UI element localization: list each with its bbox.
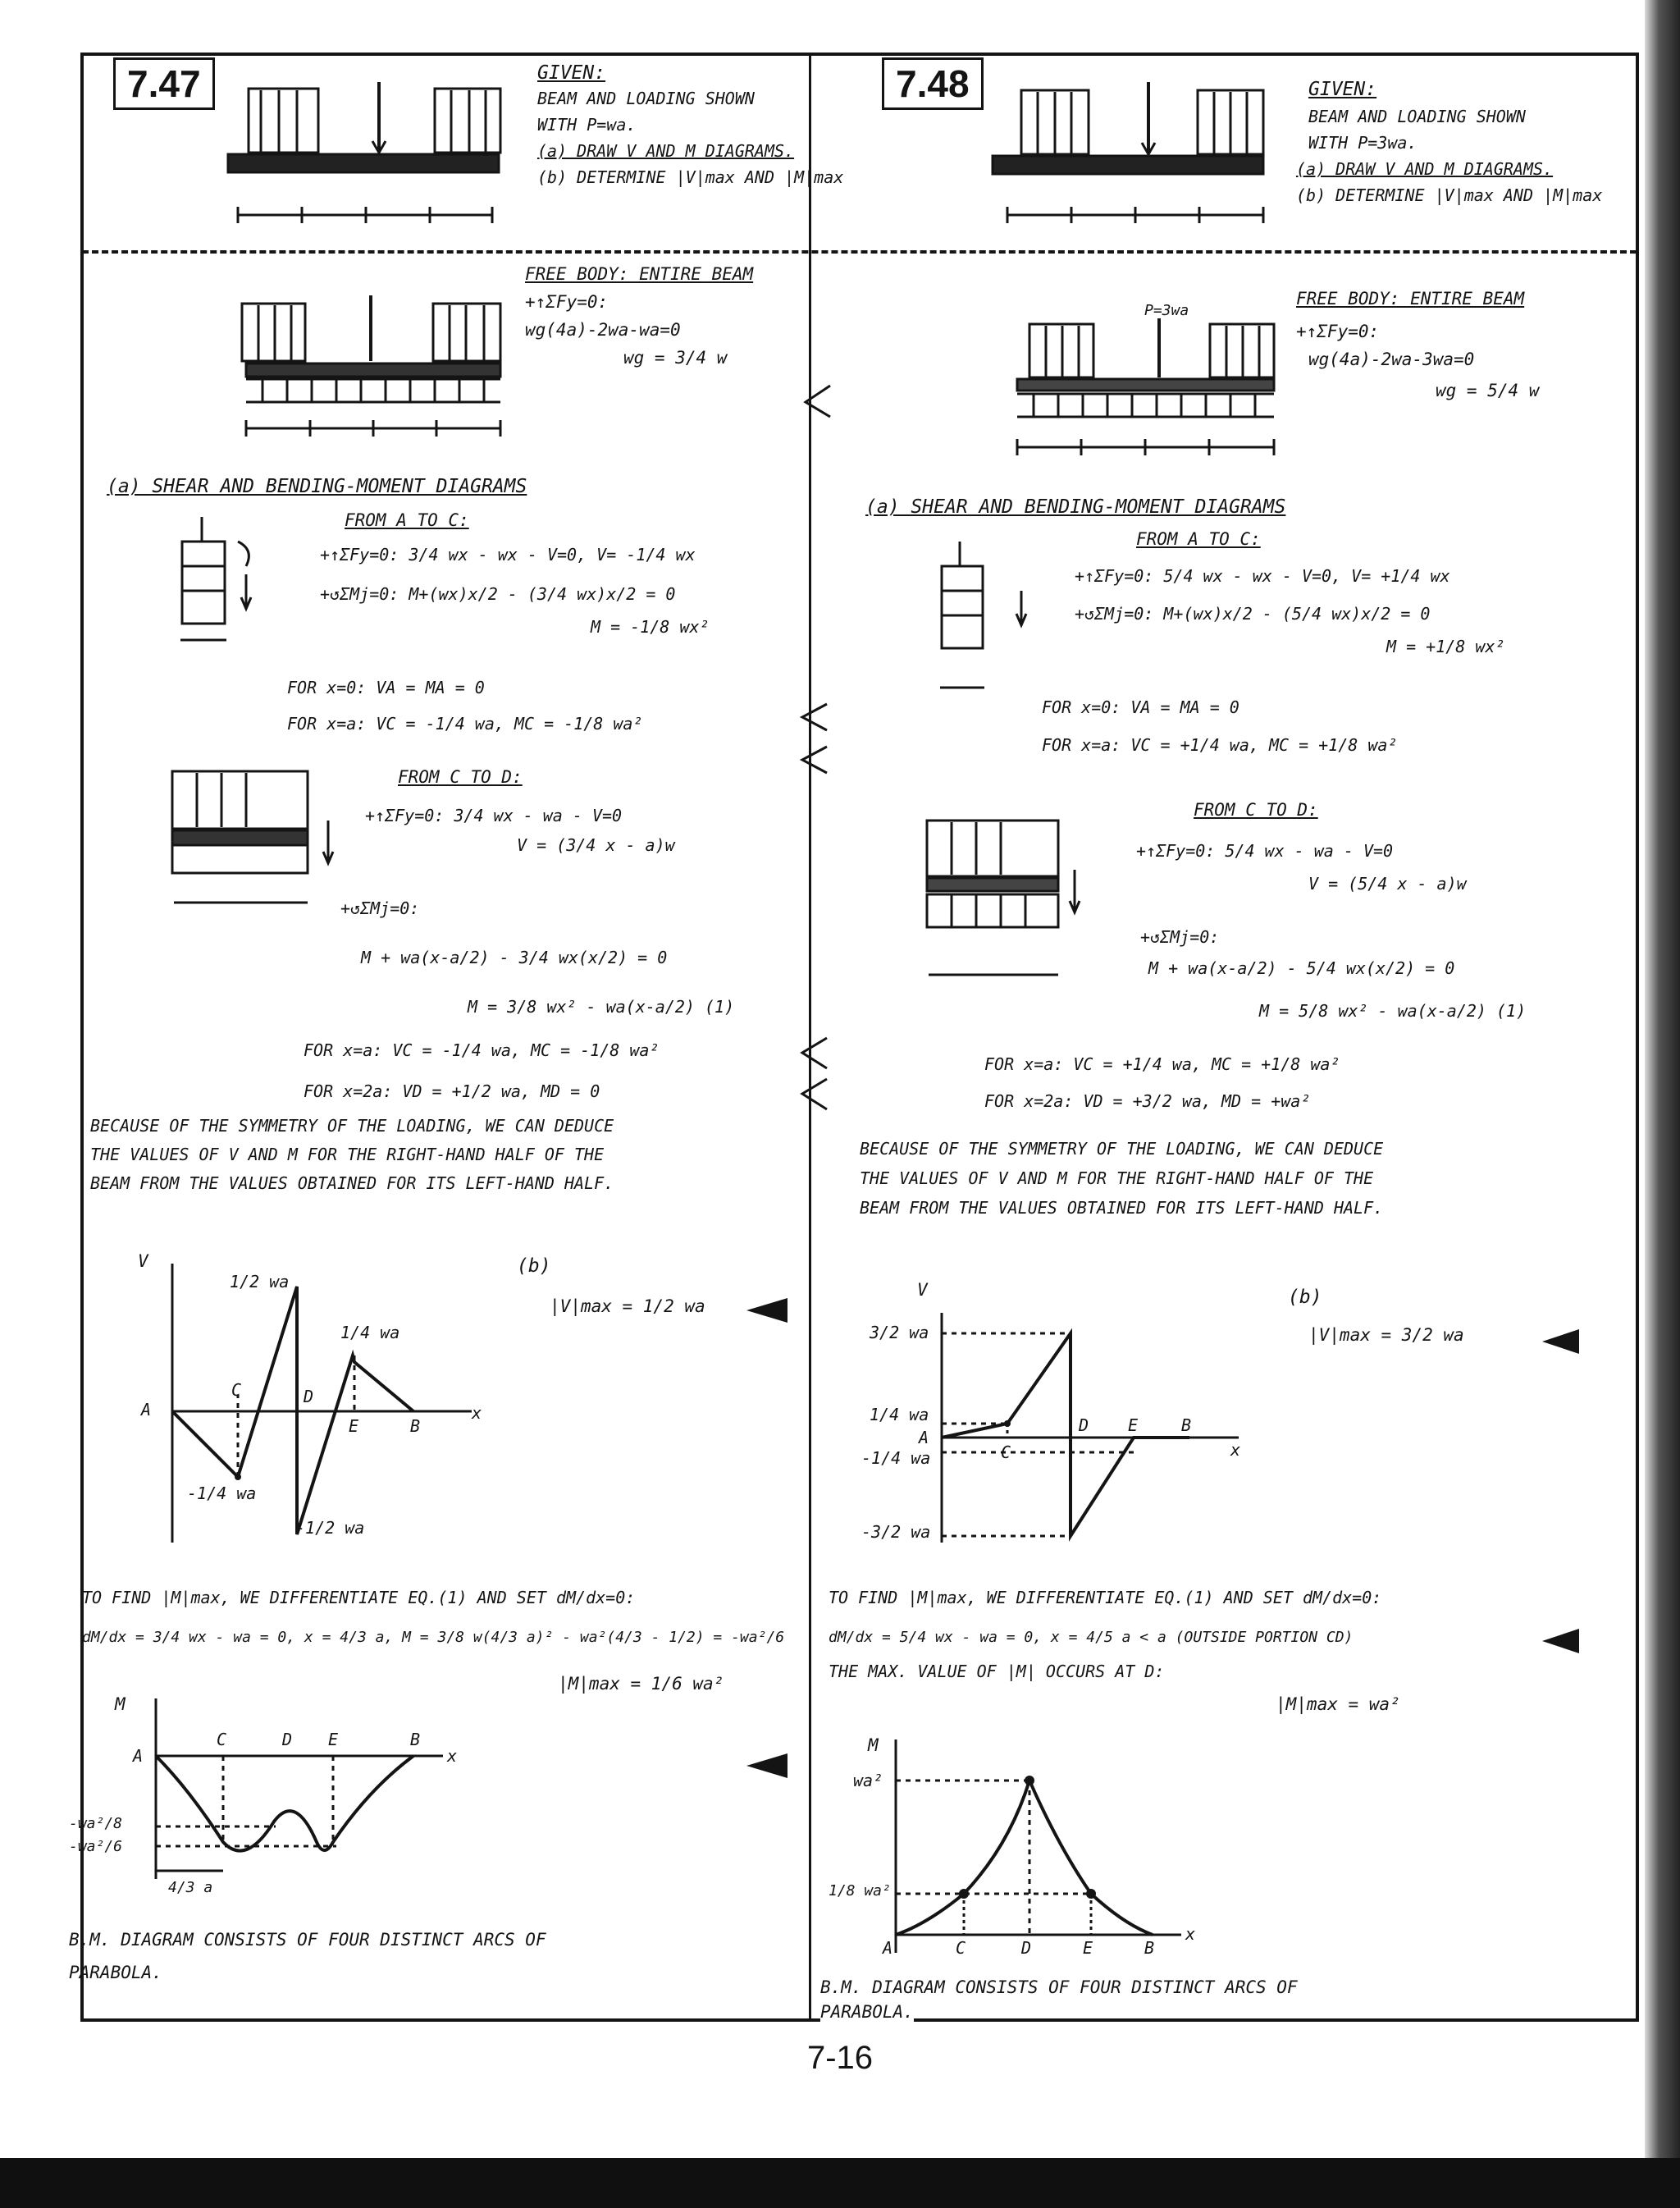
right-given-line-3: (a) DRAW V AND M DIAGRAMS. [1296,159,1554,179]
left-cd-eq-4: M + wa(x-a/2) - 3/4 wx(x/2) = 0 [361,948,668,967]
left-v-neg-half-label: -1/2 wa [295,1518,365,1538]
right-symmetry-1: BECAUSE OF THE SYMMETRY OF THE LOADING, WE CAN DEDUCE [860,1139,1384,1159]
left-fb-eq-3: wg = 3/4 w [623,348,728,368]
left-m-diagram [156,1698,443,1879]
right-v-point-e: E [1128,1415,1139,1435]
left-fb-title: FREE BODY: ENTIRE BEAM [525,264,754,284]
right-m-diagram [896,1739,1181,1953]
right-v-axis-label: V [917,1280,928,1300]
right-fb-eq-2: wg(4a)-2wa-3wa=0 [1308,350,1475,369]
left-ac-title: FROM A TO C: [345,510,469,530]
left-ac-val-2: FOR x=a: VC = -1/4 wa, MC = -1/8 wa² [287,714,643,734]
right-v-top-label: 3/2 wa [870,1323,929,1342]
left-cd-eq-2: V = (3/4 x - a)w [517,835,675,855]
right-v-point-b: B [1181,1415,1192,1435]
left-mmax: |M|max = 1/6 wa² [558,1674,724,1694]
right-m-label-2: 1/8 wa² [829,1882,891,1899]
right-m-label-1: wa² [853,1771,883,1790]
left-m-label-1: -wa²/8 [69,1815,123,1832]
left-v-axis-label: V [138,1251,148,1271]
left-ac-eq-3: M = -1/8 wx² [591,617,710,637]
right-v-x-label: x [1230,1440,1241,1460]
scan-bottom-edge [0,2158,1680,2208]
left-mmax-text-2: dM/dx = 3/4 wx - wa = 0, x = 4/3 a, M = 3/8 w(4/3 a)² - wa²(4/3 - 1/2) = -wa²/6 [82,1629,785,1646]
left-given-line-4: (b) DETERMINE |V|max AND |M|max [537,167,844,187]
left-m-x-label: x [447,1746,458,1766]
left-part-b-label: (b) [517,1255,551,1277]
right-mmax-text-1: TO FIND |M|max, WE DIFFERENTIATE EQ.(1) AND SET dM/dx=0: [829,1588,1382,1607]
right-cd-eq-2: V = (5/4 x - a)w [1308,874,1467,894]
right-vmax: |V|max = 3/2 wa [1308,1325,1464,1345]
left-v-point-d: D [304,1387,314,1406]
left-given-beam [228,82,500,223]
right-fb-beam [1017,318,1274,455]
left-m-point-d: D [282,1730,293,1749]
right-cd-title: FROM C TO D: [1194,800,1318,820]
left-fbd-cd [172,771,333,903]
left-cd-val-2: FOR x=2a: VD = +1/2 wa, MD = 0 [304,1081,600,1101]
right-v-point-a: A [919,1428,929,1447]
left-v-point-e: E [349,1416,359,1436]
left-m-point-b: B [410,1730,421,1749]
right-m-axis-label: M [868,1735,879,1755]
right-m-x-label: x [1185,1924,1196,1944]
right-fb-eq-1: +↑ΣFy=0: [1296,322,1380,341]
left-section-a-title: (a) SHEAR AND BENDING-MOMENT DIAGRAMS [107,476,527,497]
left-cd-eq-3: +↺ΣMj=0: [340,898,420,918]
left-symmetry-2: THE VALUES OF V AND M FOR THE RIGHT-HAND HALF OF THE [90,1145,605,1164]
right-cd-val-1: FOR x=a: VC = +1/4 wa, MC = +1/8 wa² [984,1054,1340,1074]
left-m-point-a: A [133,1746,144,1766]
left-fbd-ac [180,517,251,640]
right-cd-eq-1: +↑ΣFy=0: 5/4 wx - wa - V=0 [1136,841,1394,861]
left-v-point-b: B [410,1416,421,1436]
left-v-point-c: C [231,1380,242,1400]
left-vmax: |V|max = 1/2 wa [550,1296,705,1316]
right-m-point-c: C [956,1938,966,1958]
right-v-neg-half-label: -3/2 wa [861,1522,931,1542]
left-answer-mark-3 [802,747,827,773]
left-fb-beam [242,295,500,437]
right-fb-title: FREE BODY: ENTIRE BEAM [1296,289,1525,309]
right-ac-eq-2: +↺ΣMj=0: M+(wx)x/2 - (5/4 wx)x/2 = 0 [1075,604,1431,624]
right-ac-eq-1: +↑ΣFy=0: 5/4 wx - wx - V=0, V= +1/4 wx [1075,566,1450,586]
left-m-point-e: E [328,1730,339,1749]
right-cd-val-2: FOR x=2a: VD = +3/2 wa, MD = +wa² [984,1091,1311,1111]
right-cd-eq-3: +↺ΣMj=0: [1140,927,1220,947]
left-cd-title: FROM C TO D: [398,767,523,787]
right-symmetry-3: BEAM FROM THE VALUES OBTAINED FOR ITS LEFT-HAND HALF. [860,1198,1384,1218]
right-problem-number: 7.48 [882,57,984,110]
left-given-line-1: BEAM AND LOADING SHOWN [537,89,755,108]
left-given-line-3: (a) DRAW V AND M DIAGRAMS. [537,141,795,161]
right-ac-eq-3: M = +1/8 wx² [1386,637,1505,656]
right-footer-2: PARABOLA. [820,2002,914,2022]
left-cd-mark-c [802,1038,827,1068]
right-part-b-label: (b) [1288,1287,1322,1308]
right-m-point-b: B [1144,1938,1155,1958]
left-fb-eq-1: +↑ΣFy=0: [525,292,609,312]
right-v-neg-quarter-label: -1/4 wa [861,1448,931,1468]
left-cd-mark-d [802,1079,827,1109]
left-m-label-2: -wa²/6 [69,1838,123,1855]
right-fbd-ac [940,542,1026,688]
left-problem-number: 7.47 [113,57,215,110]
right-p-label: P=3wa [1144,302,1189,319]
left-given-line-2: WITH P=wa. [537,115,637,135]
left-footer-2: PARABOLA. [69,1963,162,1982]
left-given-title: GIVEN: [537,62,606,84]
right-symmetry-2: THE VALUES OF V AND M FOR THE RIGHT-HAND HALF OF THE [860,1168,1374,1188]
right-fb-eq-3: wg = 5/4 w [1436,381,1540,400]
left-symmetry-3: BEAM FROM THE VALUES OBTAINED FOR ITS LEFT-HAND HALF. [90,1173,614,1193]
left-v-x-label: x [472,1403,482,1423]
right-cd-eq-4: M + wa(x-a/2) - 5/4 wx(x/2) = 0 [1148,958,1455,978]
left-ac-val-1: FOR x=0: VA = MA = 0 [287,678,485,697]
right-section-a-title: (a) SHEAR AND BENDING-MOMENT DIAGRAMS [865,496,1286,518]
left-v-top-label: 1/2 wa [230,1272,290,1291]
left-fb-eq-2: wg(4a)-2wa-wa=0 [525,320,681,340]
right-mmax-text-2: dM/dx = 5/4 wx - wa = 0, x = 4/5 a < a (OUTSIDE PORTION CD) [829,1629,1354,1646]
left-m-point-c: C [217,1730,227,1749]
left-m-axis-label: M [115,1694,126,1714]
right-given-line-1: BEAM AND LOADING SHOWN [1308,107,1526,126]
left-m-dim-label: 4/3 a [168,1879,213,1896]
left-answer-mark-2 [802,704,827,730]
right-given-line-4: (b) DETERMINE |V|max AND |M|max [1296,185,1603,205]
left-answer-mark-1 [806,386,830,417]
page-number: 7-16 [806,2040,874,2076]
right-v-quarter-label: 1/4 wa [870,1405,929,1424]
left-ac-eq-1: +↑ΣFy=0: 3/4 wx - wx - V=0, V= -1/4 wx [320,545,696,565]
left-ac-eq-2: +↺ΣMj=0: M+(wx)x/2 - (3/4 wx)x/2 = 0 [320,584,676,604]
left-v-quarter-label: 1/4 wa [340,1323,400,1342]
right-given-beam [993,82,1263,223]
left-footer-1: B.M. DIAGRAM CONSISTS OF FOUR DISTINCT ARCS OF [69,1930,546,1950]
left-mmax-text-1: TO FIND |M|max, WE DIFFERENTIATE EQ.(1) AND SET dM/dx=0: [82,1588,636,1607]
right-cd-eq-5: M = 5/8 wx² - wa(x-a/2) (1) [1259,1001,1527,1021]
left-cd-eq-1: +↑ΣFy=0: 3/4 wx - wa - V=0 [365,806,623,825]
right-ac-val-1: FOR x=0: VA = MA = 0 [1042,697,1239,717]
right-given-line-2: WITH P=3wa. [1308,133,1418,153]
right-mmax: |M|max = wa² [1276,1694,1400,1714]
right-v-point-c: C [1001,1442,1011,1462]
right-m-point-a: A [883,1938,893,1958]
right-footer-1: B.M. DIAGRAM CONSISTS OF FOUR DISTINCT ARCS OF [820,1977,1298,1997]
right-v-diagram [942,1313,1239,1543]
right-m-point-e: E [1083,1938,1093,1958]
right-fbd-cd [927,821,1080,975]
right-mmax-text-3: THE MAX. VALUE OF |M| OCCURS AT D: [829,1662,1165,1681]
left-symmetry-1: BECAUSE OF THE SYMMETRY OF THE LOADING, WE CAN DEDUCE [90,1116,614,1136]
right-ac-val-2: FOR x=a: VC = +1/4 wa, MC = +1/8 wa² [1042,735,1398,755]
right-given-title: GIVEN: [1308,79,1377,100]
right-v-point-d: D [1079,1415,1089,1435]
left-cd-val-1: FOR x=a: VC = -1/4 wa, MC = -1/8 wa² [304,1040,660,1060]
right-m-point-d: D [1021,1938,1032,1958]
left-cd-eq-5: M = 3/8 wx² - wa(x-a/2) (1) [468,997,735,1017]
right-ac-title: FROM A TO C: [1136,529,1261,549]
left-v-point-a: A [141,1400,152,1419]
left-v-neg-quarter-label: -1/4 wa [187,1483,257,1503]
